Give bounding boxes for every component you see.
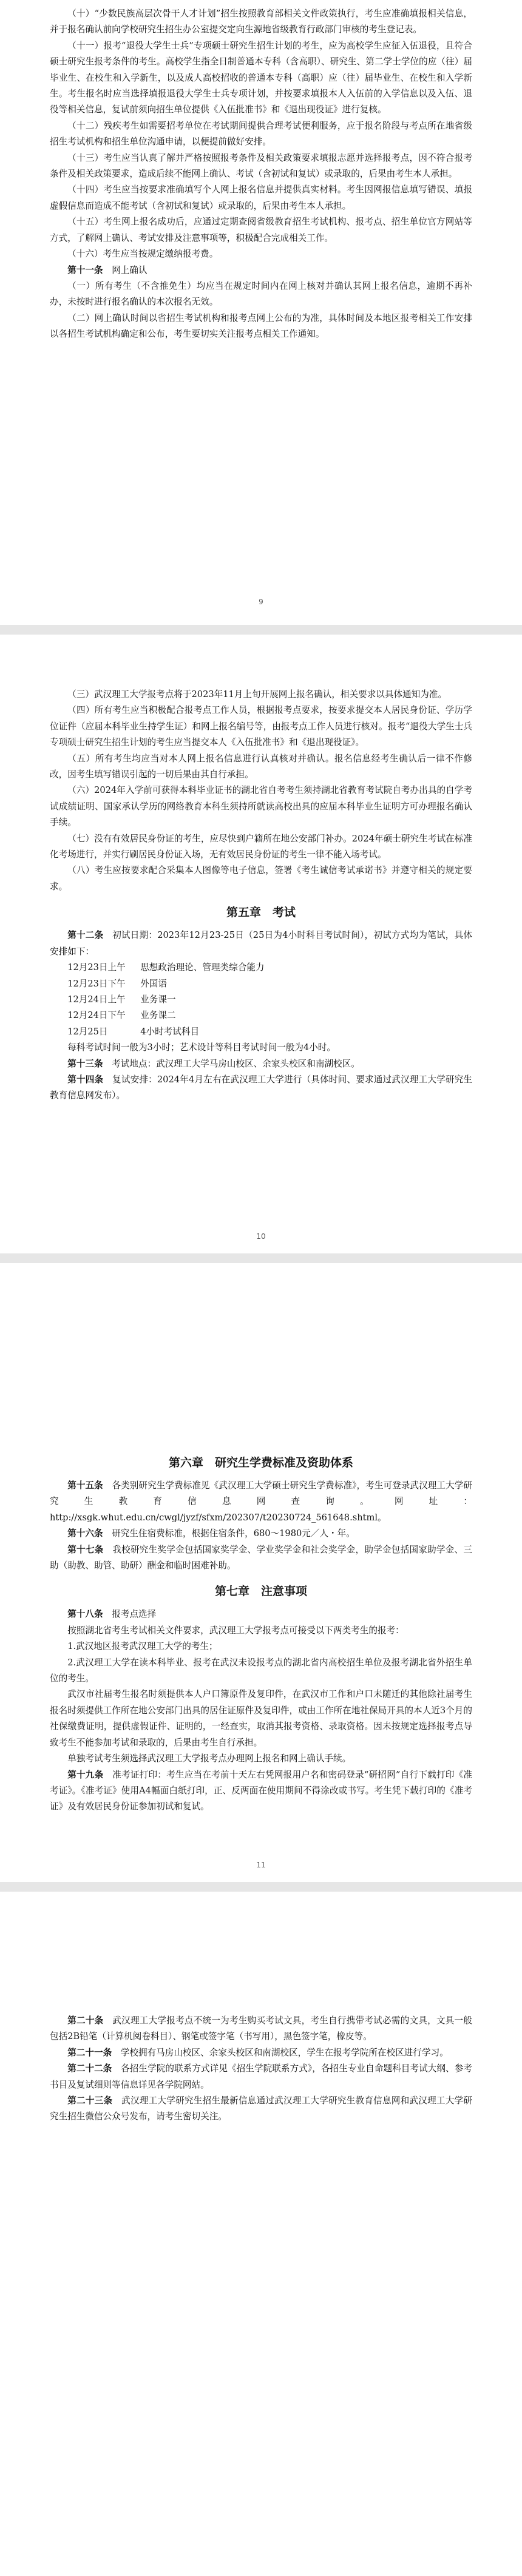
article-16: 第十六条 研究生住宿费标准，根据住宿条件，680～1980元／人・年。: [67, 1528, 355, 1539]
paragraph: （十六）考生应当按规定缴纳报考费。: [67, 249, 219, 260]
paragraph: （十一）报考“退役大学生士兵”专项硕士研究生招生计划的考生，应为高校学生应征入伍退役，且符合硕士研究生报考条件的考生。高校学生指全日制普通本专科（含高职）、研究生、第二学士学位的应（往）届毕业生、在校生和入学新生，以及成人高校招收的普通本专科（高职）应（往）届毕业生、在校生和入学新生。考生报名时应当选择填报退役大学生士兵专项计划，并按要求填报本人入伍前的入学信息以及入伍、退役等相关信息，复试前须向招生单位提供《入伍批准书》和《退出现役证》进行复核。: [50, 40, 472, 115]
paragraph: （六）2024年入学前可获得本科毕业证书的湖北省自考考生须持湖北省教育考试院自考办出具的自学考试成绩证明、国家承认学历的网络教育本科生须持所就读高校出具的应届本科毕业生证明方可办理报名确认手续。: [50, 785, 472, 828]
chapter-title: 第六章 研究生学费标准及资助体系: [168, 1456, 353, 1469]
article-14: 第十四条 复试安排：2024年4月左右在武汉理工大学进行（具体时间、要求通过武汉理工大学研究生教育信息网发布）。: [50, 1074, 472, 1101]
paragraph: （二）网上确认时间以省招生考试机构和报考点网上公布的为准，具体时间及本地区报考相关工作安排以各招生考试机构确定和公布，考生要切实关注报考点相关工作通知。: [50, 312, 472, 340]
exam-schedule: [50, 960, 472, 1040]
article-19: 第十九条 准考证打印：考生应当在考前十天左右凭网报用户名和密码登录“研招网”自行下载打印《准考证》。《准考证》使用A4幅面白纸打印，正、反两面在使用期间不得涂改或书写。考生凭下载打印的《准考证》及有效居民身份证参加初试和复试。: [50, 1769, 472, 1812]
fee-standard-link[interactable]: http://xsgk.whut.edu.cn/cwgl/jyzf/sfxm/202307/t20230724_561648.shtml: [50, 1512, 378, 1523]
chapter-title: 第五章 考试: [226, 906, 296, 920]
paragraph: （一）所有考生（不含推免生）均应当在规定时间内在网上核对并确认其网上报名信息，逾期不再补办，未按时进行报名确认的本次报名无效。: [50, 280, 472, 308]
article-12: 第十二条 初试日期：2023年12月23-25日（25日为4小时科目考试时间），初试方式均为笔试，具体安排如下：: [50, 930, 472, 957]
schedule-row: 12月24日上午 业务课一: [67, 994, 176, 1005]
article-13: 第十三条 考试地点：武汉理工大学马房山校区、余家头校区和南湖校区。: [67, 1058, 360, 1069]
paragraph: （四）所有考生应当积极配合报考点工作人员，根据报考点要求，按要求提交本人居民身份证、学历学位证件（应届本科毕业生持学生证）和网上报名编号等，由报考点工作人员进行核对。报考“退役大学生士兵专项硕士研究生招生计划的考生应当提交本人《入伍批准书》和《退出现役证》。: [50, 705, 472, 748]
article-21: 第二十一条 学校拥有马房山校区、余家头校区和南湖校区，学生在报考学院所在校区进行学习。: [67, 2047, 449, 2058]
paragraph: （五）所有考生均应当对本人网上报名信息进行认真核对并确认。报名信息经考生确认后一律不作修改，因考生填写错误引起的一切后果由其自行承担。: [50, 753, 472, 780]
paragraph: （十五）考生网上报名成功后，应通过定期查阅省级教育招生考试机构、报考点、招生单位官方网站等方式，了解网上确认、考试安排及注意事项等，积极配合完成相关工作。: [50, 217, 472, 243]
paragraph: （十）“少数民族高层次骨干人才计划”招生按照教育部相关文件政策执行，考生应准确填报相关信息，并于报名确认前向学校研究生招生办公室提交定向生源地省级教育行政部门审核的考生登记表。: [50, 8, 472, 35]
paragraph: （八）考生应按要求配合采集本人图像等电子信息，签署《考生诚信考试承诺书》并遵守相关的规定要求。: [50, 865, 472, 892]
page-number: 10: [256, 1232, 266, 1241]
page-number: 11: [256, 1861, 266, 1869]
paragraph: （十三）考生应当认真了解并严格按照报考条件及相关政策要求填报志愿并选择报考点，因不符合报考条件及相关政策要求，造成后续不能网上确认、考试（含初试和复试）或录取的，后果由考生本人承担。: [50, 152, 472, 180]
article-23: 第二十三条 武汉理工大学研究生招生最新信息通过武汉理工大学研究生教育信息网和武汉理工大学研究生招生微信公众号发布，请考生密切关注。: [50, 2096, 472, 2122]
chapter-title: 第七章 注意事项: [214, 1585, 307, 1599]
article-22: 第二十二条 各招生学院的联系方式详见《招生学院联系方式》，各招生专业自命题科目考试大纲、参考书目及复试细则等信息详见各学院网站。: [50, 2063, 472, 2090]
article-18: 第十八条 报考点选择: [67, 1609, 157, 1620]
article-11: 第十一条 网上确认: [67, 265, 147, 275]
paragraph: （七）没有有效居民身份证的考生，应尽快到户籍所在地公安部门补办。2024年硕士研究生考试在标准化考场进行，并实行刷居民身份证入场，无有效居民身份证的考生一律不能入场考试。: [50, 833, 472, 860]
paragraph: 1.武汉地区报考武汉理工大学的考生；: [67, 1641, 218, 1652]
page-number: 9: [259, 598, 263, 606]
schedule-row: 12月23日上午 思想政治理论、管理类综合能力: [67, 962, 265, 973]
page-10: [0, 635, 522, 1253]
paragraph: （十二）残疾考生如需要招考单位在考试期间提供合理考试便利服务，应于报名阶段与考点所在地省级招生考试机构和招生单位沟通申请，以便提前做好安排。: [50, 120, 472, 147]
paragraph: 2.武汉理工大学在读本科毕业、报考在武汉未设报考点的湖北省内高校招生单位及报考湖北省外招生单位的考生。: [50, 1657, 472, 1684]
paragraph: （三）武汉理工大学报考点将于2023年11月上旬开展网上报名确认，相关要求以具体通知为准。: [67, 689, 447, 700]
paragraph: 武汉市社届考生报名时须提供本人户口簿原件及复印件，在武汉市工作和户口未随迁的其他除社届考生报名时须提供工作所在地公安部门出具的居住证原件及复印件，或由工作所在地社保局开具的本人近3个月的社保缴费证明，提供虚假证件、证明的，一经查实，取消其报考资格、录取资格。因未按规定选择报考点导致考生不能参加考试和录取的，后果由考生自行承担。: [50, 1689, 472, 1748]
schedule-row: 12月23日下午 外国语: [67, 978, 167, 989]
paragraph: 单独考试考生须选择武汉理工大学报考点办理网上报名和网上确认手续。: [67, 1753, 351, 1764]
article-20: 第二十条 武汉理工大学报考点不统一为考生购买考试文具，考生自行携带考试必需的文具，文具一般包括2B铅笔（计算机阅卷科目）、钢笔或签字笔（书写用），黑色签字笔，橡皮等。: [50, 2015, 472, 2042]
page-11: [0, 1263, 522, 1882]
article-15: 第十五条 各类别研究生学费标准见《武汉理工大学硕士研究生学费标准》，考生可登录武汉理工大学研究生教育信息网查询。网址：http://xsgk.whut.edu.cn/cwgl/jyzf/sfxm/202307/t20230724_561648.shtml。: [50, 1480, 472, 1523]
page-9: [0, 0, 522, 625]
page-12: [0, 1892, 522, 2576]
paragraph: 按照湖北省考生考试相关文件要求，武汉理工大学报考点可接受以下两类考生的报考：: [67, 1625, 404, 1636]
schedule-row: 12月25日 4小时考试科目: [67, 1026, 200, 1037]
schedule-row: 12月24日下午 业务课二: [67, 1010, 176, 1021]
article-17: 第十七条 我校研究生奖学金包括国家奖学金、学业奖学金和社会奖学金，助学金包括国家助学金、三助（助教、助管、助研）酬金和临时困难补助。: [50, 1544, 472, 1571]
paragraph: 每科考试时间一般为3小时；艺术设计等科目考试时间一般为4小时。: [67, 1042, 336, 1053]
paragraph: （十四）考生应当按要求准确填写个人网上报名信息并提供真实材料。考生因网报信息填写错误、填报虚假信息而造成不能考试（含初试和复试）或录取的，后果由考生本人承担。: [50, 184, 472, 211]
